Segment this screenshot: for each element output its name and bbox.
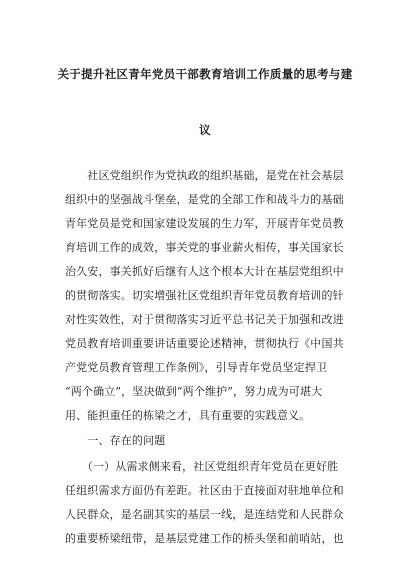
body-line: 任组织需求方面仍有差距。社区由于直接面对驻地单位和 — [65, 484, 344, 497]
body-line: 人民群众，是名副其实的基层一线，是连结党和人民群众 — [65, 508, 344, 521]
body-line: “两个确立”，坚决做到“两个维护”，努力成为可堪大 — [65, 385, 323, 398]
body-line: 社区党组织作为党执政的组织基础，是党在社会基层 — [65, 169, 344, 182]
body-line: 组织中的坚强战斗堡垒，是党的全部工作和战斗力的基础 — [65, 193, 344, 206]
body-line: 的贯彻落实。切实增强社区党组织青年党员教育培训的针 — [65, 289, 344, 302]
body-line: 用、能担重任的栋梁之才，具有重要的实践意义。 — [65, 409, 311, 422]
body-line: 党员教育培训重要讲话重要论述精神，贯彻执行《中国共 — [65, 337, 344, 350]
body-line: 治久安，事关抓好后继有人这个根本大计在基层党组织中 — [65, 265, 344, 278]
body-line: 育培训工作的成效，事关党的事业薪火相传，事关国家长 — [65, 241, 344, 254]
document-title-line-1: 关于提升社区青年党员干部教育培训工作质量的思考与建 — [57, 67, 353, 81]
body-line: 青年党员是党和国家建设发展的生力军，开展青年党员教 — [65, 217, 344, 230]
body-line: 对性实效性，对于贯彻落实习近平总书记关于加强和改进 — [65, 313, 344, 326]
section-heading: 一、存在的问题 — [65, 434, 166, 447]
body-line: 的重要桥梁纽带，是基层党建工作的桥头堡和前哨站，也 — [65, 532, 344, 545]
body-line: （一）从需求侧来看，社区党组织青年党员在更好胜 — [65, 460, 339, 473]
body-line: 产党党员教育管理工作条例》，引导青年党员坚定捍卫 — [65, 361, 328, 374]
document-title-line-2: 议 — [199, 123, 211, 137]
